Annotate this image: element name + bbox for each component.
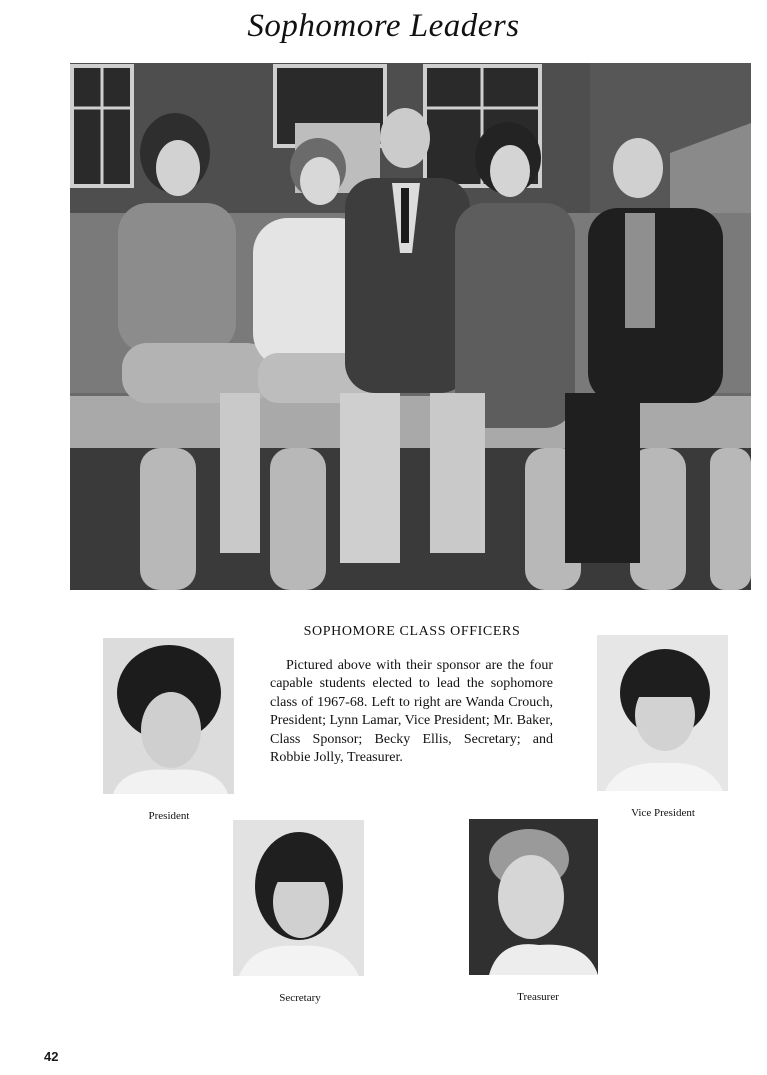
secretary-portrait (233, 820, 364, 976)
caption-heading: SOPHOMORE CLASS OFFICERS (303, 624, 521, 639)
president-label: President (148, 810, 190, 822)
group-photo (70, 63, 751, 590)
vice-president-portrait (597, 635, 728, 791)
page-title: Sophomore Leaders (247, 8, 520, 44)
page-number: 42 (44, 1049, 59, 1064)
treasurer-label: Treasurer (517, 991, 559, 1003)
caption-body: Pictured above with their sponsor are the four capable students elected to lead the sophomore class of 1967-68. Left to right are Wanda Crouch, President; Lynn Lamar, Vice President; Mr. Baker, Class Sponsor; Becky Ellis, Secretary; and Robbie Jolly, Treasurer. (270, 658, 553, 766)
secretary-label: Secretary (279, 992, 321, 1004)
vice-president-label: Vice President (631, 807, 695, 819)
president-portrait (103, 638, 234, 794)
treasurer-portrait (469, 819, 598, 975)
